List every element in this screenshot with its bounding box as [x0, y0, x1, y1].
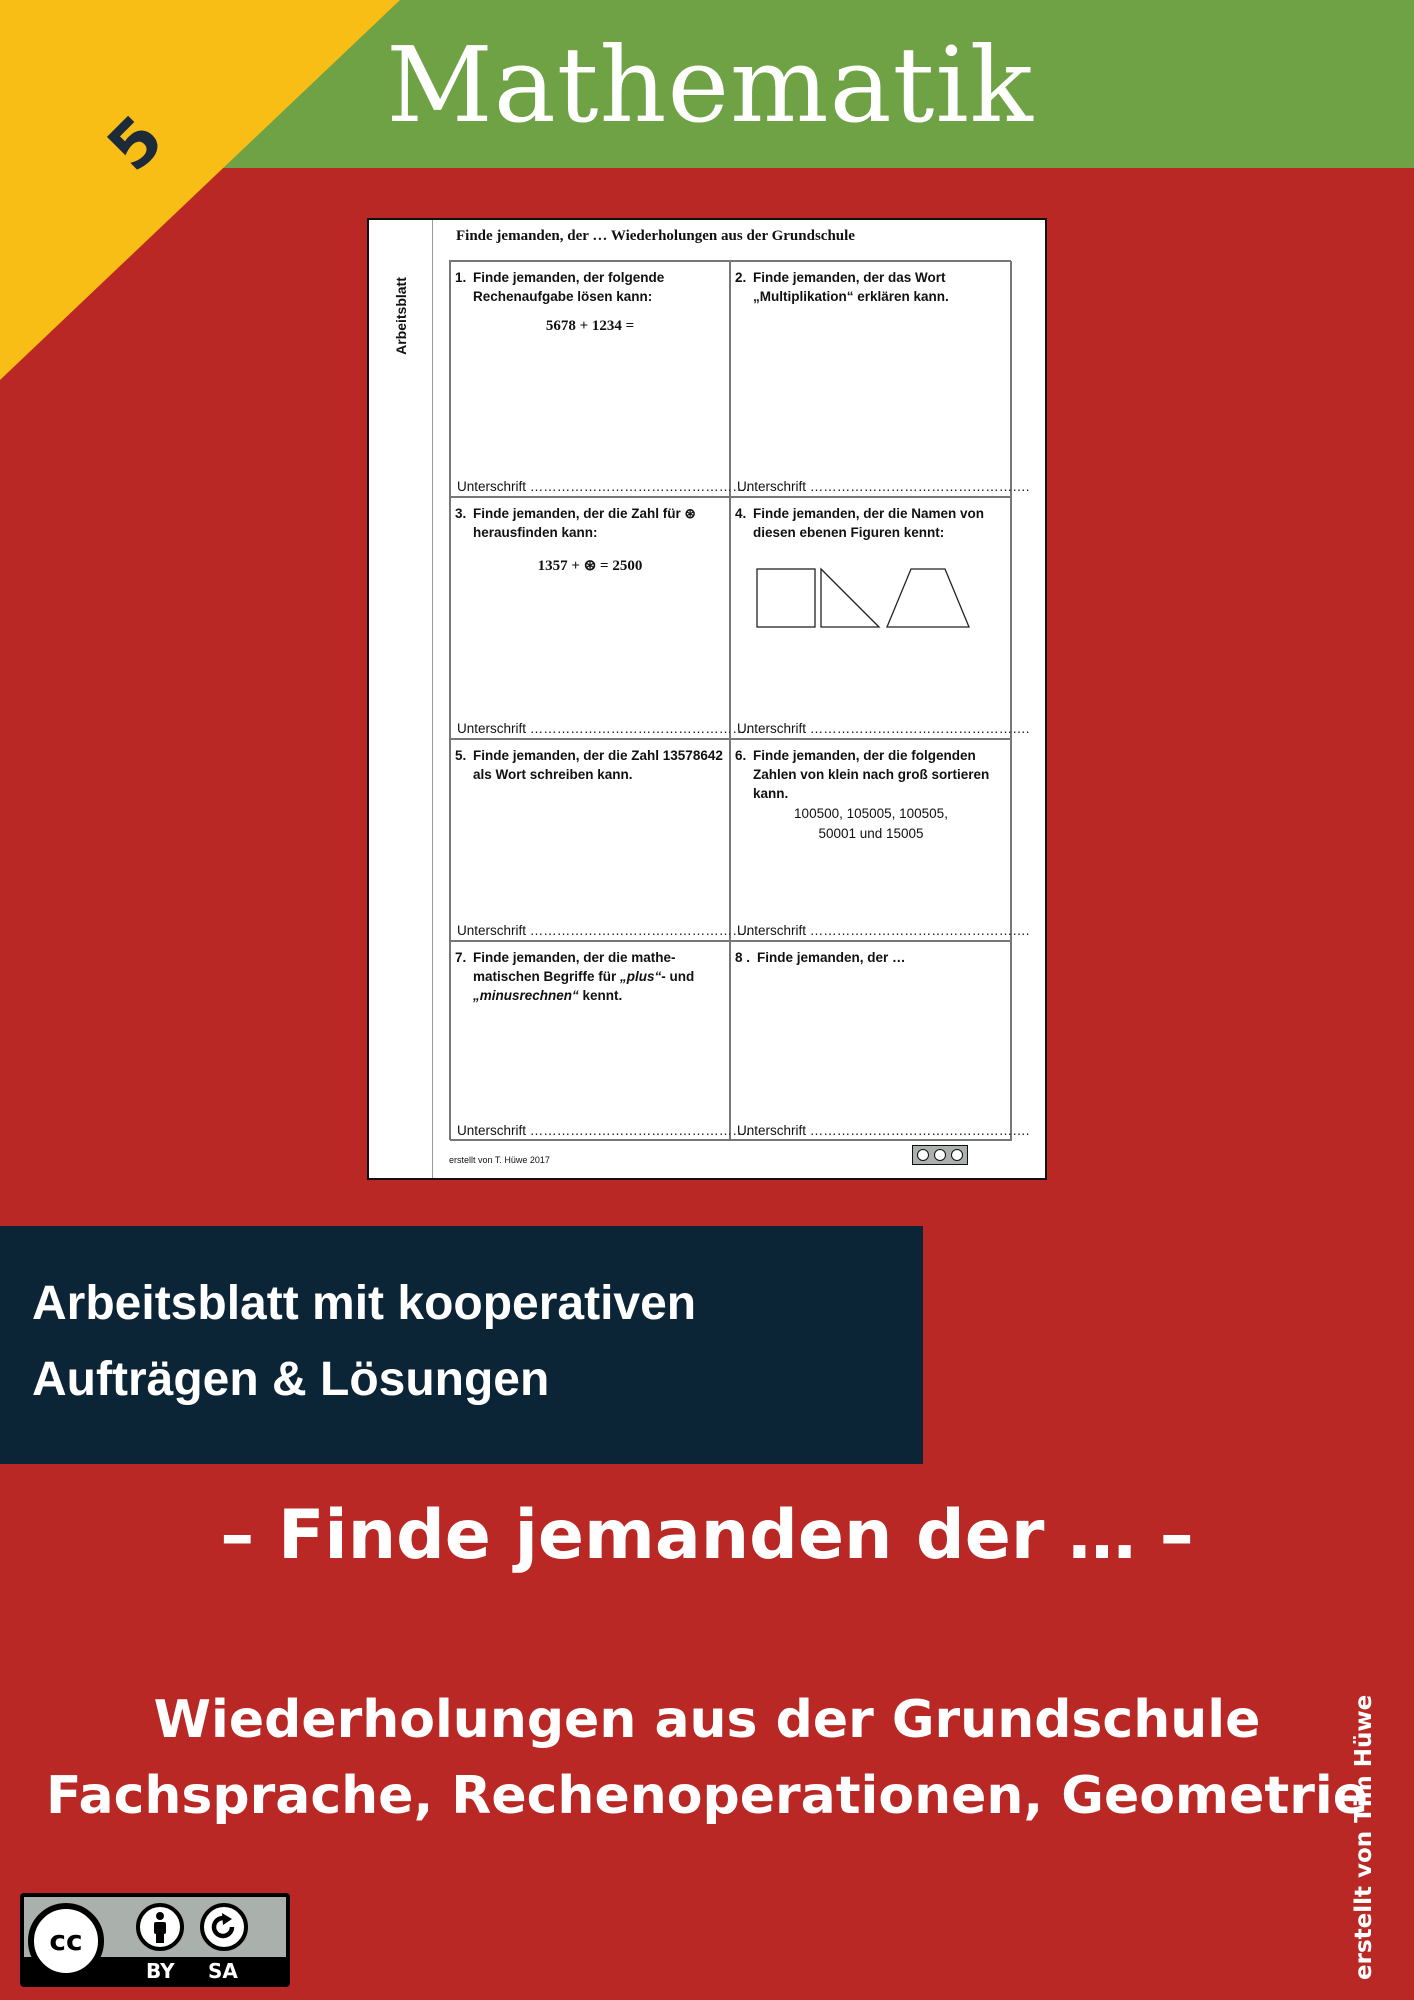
signature-line: Unterschrift ………………………………………….: [457, 1123, 750, 1138]
signature-line: Unterschrift ………………………………………….: [737, 721, 1030, 736]
task-number: 4.: [735, 506, 747, 521]
task-text: Finde jemanden, der …: [757, 950, 906, 965]
task-text: Finde jemanden, der die folgenden Zahlen von klein nach groß sortieren kann.: [753, 748, 990, 801]
task-formula: 5678 + 1234 =: [545, 318, 635, 334]
task-cell-8: [730, 941, 1030, 1141]
task-cell-2: [730, 261, 1030, 497]
task-number: 7.: [455, 950, 467, 965]
task-cell-5: [450, 739, 750, 941]
info-box: [0, 1226, 923, 1464]
subtitle-line-2: Fachsprache, Rechenoperationen, Geometrie: [46, 1766, 1368, 1826]
by-label: BY: [146, 1959, 175, 1983]
worksheet-preview: [367, 218, 1047, 1180]
signature-line: Unterschrift ………………………………………….: [457, 923, 750, 938]
square-figure: [757, 569, 815, 627]
signature-line: Unterschrift ………………………………………….: [457, 479, 750, 494]
task-number: 2.: [735, 270, 747, 285]
signature-line: Unterschrift ………………………………………….: [737, 479, 1030, 494]
task-cell-3: [450, 497, 750, 739]
task-text: Finde jemanden, der folgende Rechenaufgabe lösen kann:: [473, 270, 665, 304]
signature-line: Unterschrift ………………………………………….: [737, 1123, 1030, 1138]
number-list-line-2: 50001 und 15005: [818, 826, 924, 841]
trapezoid-figure: [887, 569, 969, 627]
task-number: 3.: [455, 506, 467, 521]
task-text: Finde jemanden, der das Wort „Multiplikation“ erklären kann.: [753, 270, 949, 304]
license-badge: [20, 1893, 290, 1987]
worksheet-cc-badge: [912, 1145, 968, 1165]
sa-label: SA: [208, 1959, 238, 1983]
task-number: 1.: [455, 270, 467, 285]
worksheet-sidebar: [369, 220, 433, 1178]
cc-icon: [917, 1149, 929, 1161]
worksheet-footer: erstellt von T. Hüwe 2017: [449, 1155, 550, 1165]
plane-figures: [755, 564, 995, 634]
task-grid: [449, 260, 1030, 1140]
by-person-icon: [136, 1903, 184, 1951]
subtitle-line-1: Wiederholungen aus der Grundschule: [153, 1690, 1261, 1750]
sa-share-alike-icon: [951, 1149, 963, 1161]
triangle-figure: [821, 569, 879, 627]
by-person-icon: [934, 1149, 946, 1161]
task-cell-1: [450, 261, 750, 497]
signature-line: Unterschrift ………………………………………….: [457, 721, 750, 736]
author-credit: erstellt von Tim Hüwe: [1351, 1694, 1377, 1980]
number-list-line-1: 100500, 105005, 100505,: [794, 806, 948, 821]
main-heading: – Finde jemanden der … –: [220, 1496, 1194, 1575]
task-number: 8 .: [735, 950, 751, 965]
cc-icon: cc: [28, 1903, 104, 1979]
task-cell-4: [730, 497, 1030, 739]
grade-number: 5: [94, 102, 178, 186]
info-line-2: Aufträgen & Lösungen: [32, 1353, 550, 1406]
task-cell-6: [730, 739, 1030, 941]
sa-share-alike-icon: [200, 1903, 248, 1951]
task-number: 6.: [735, 748, 747, 763]
task-formula: 1357 + ⊛ = 2500: [537, 558, 643, 574]
task-number: 5.: [455, 748, 467, 763]
task-cell-7: [450, 941, 750, 1141]
page-title: Mathematik: [386, 24, 1034, 146]
task-text: Finde jemanden, der die Zahl für ⊛ herausfinden kann:: [473, 506, 696, 540]
task-text: Finde jemanden, der die Zahl 13578642 als Wort schreiben kann.: [473, 748, 723, 782]
task-text: Finde jemanden, der die mathe-matischen Begriffe für „plus“- und „minusrechnen“ kennt.: [473, 950, 695, 1003]
worksheet-title: Finde jemanden, der … Wiederholungen aus der Grundschule: [456, 228, 855, 244]
task-text: Finde jemanden, der die Namen von diesen ebenen Figuren kennt:: [753, 506, 985, 540]
signature-line: Unterschrift ………………………………………….: [737, 923, 1030, 938]
info-line-1: Arbeitsblatt mit kooperativen: [32, 1277, 697, 1330]
worksheet-side-label: Arbeitsblatt: [393, 277, 409, 355]
